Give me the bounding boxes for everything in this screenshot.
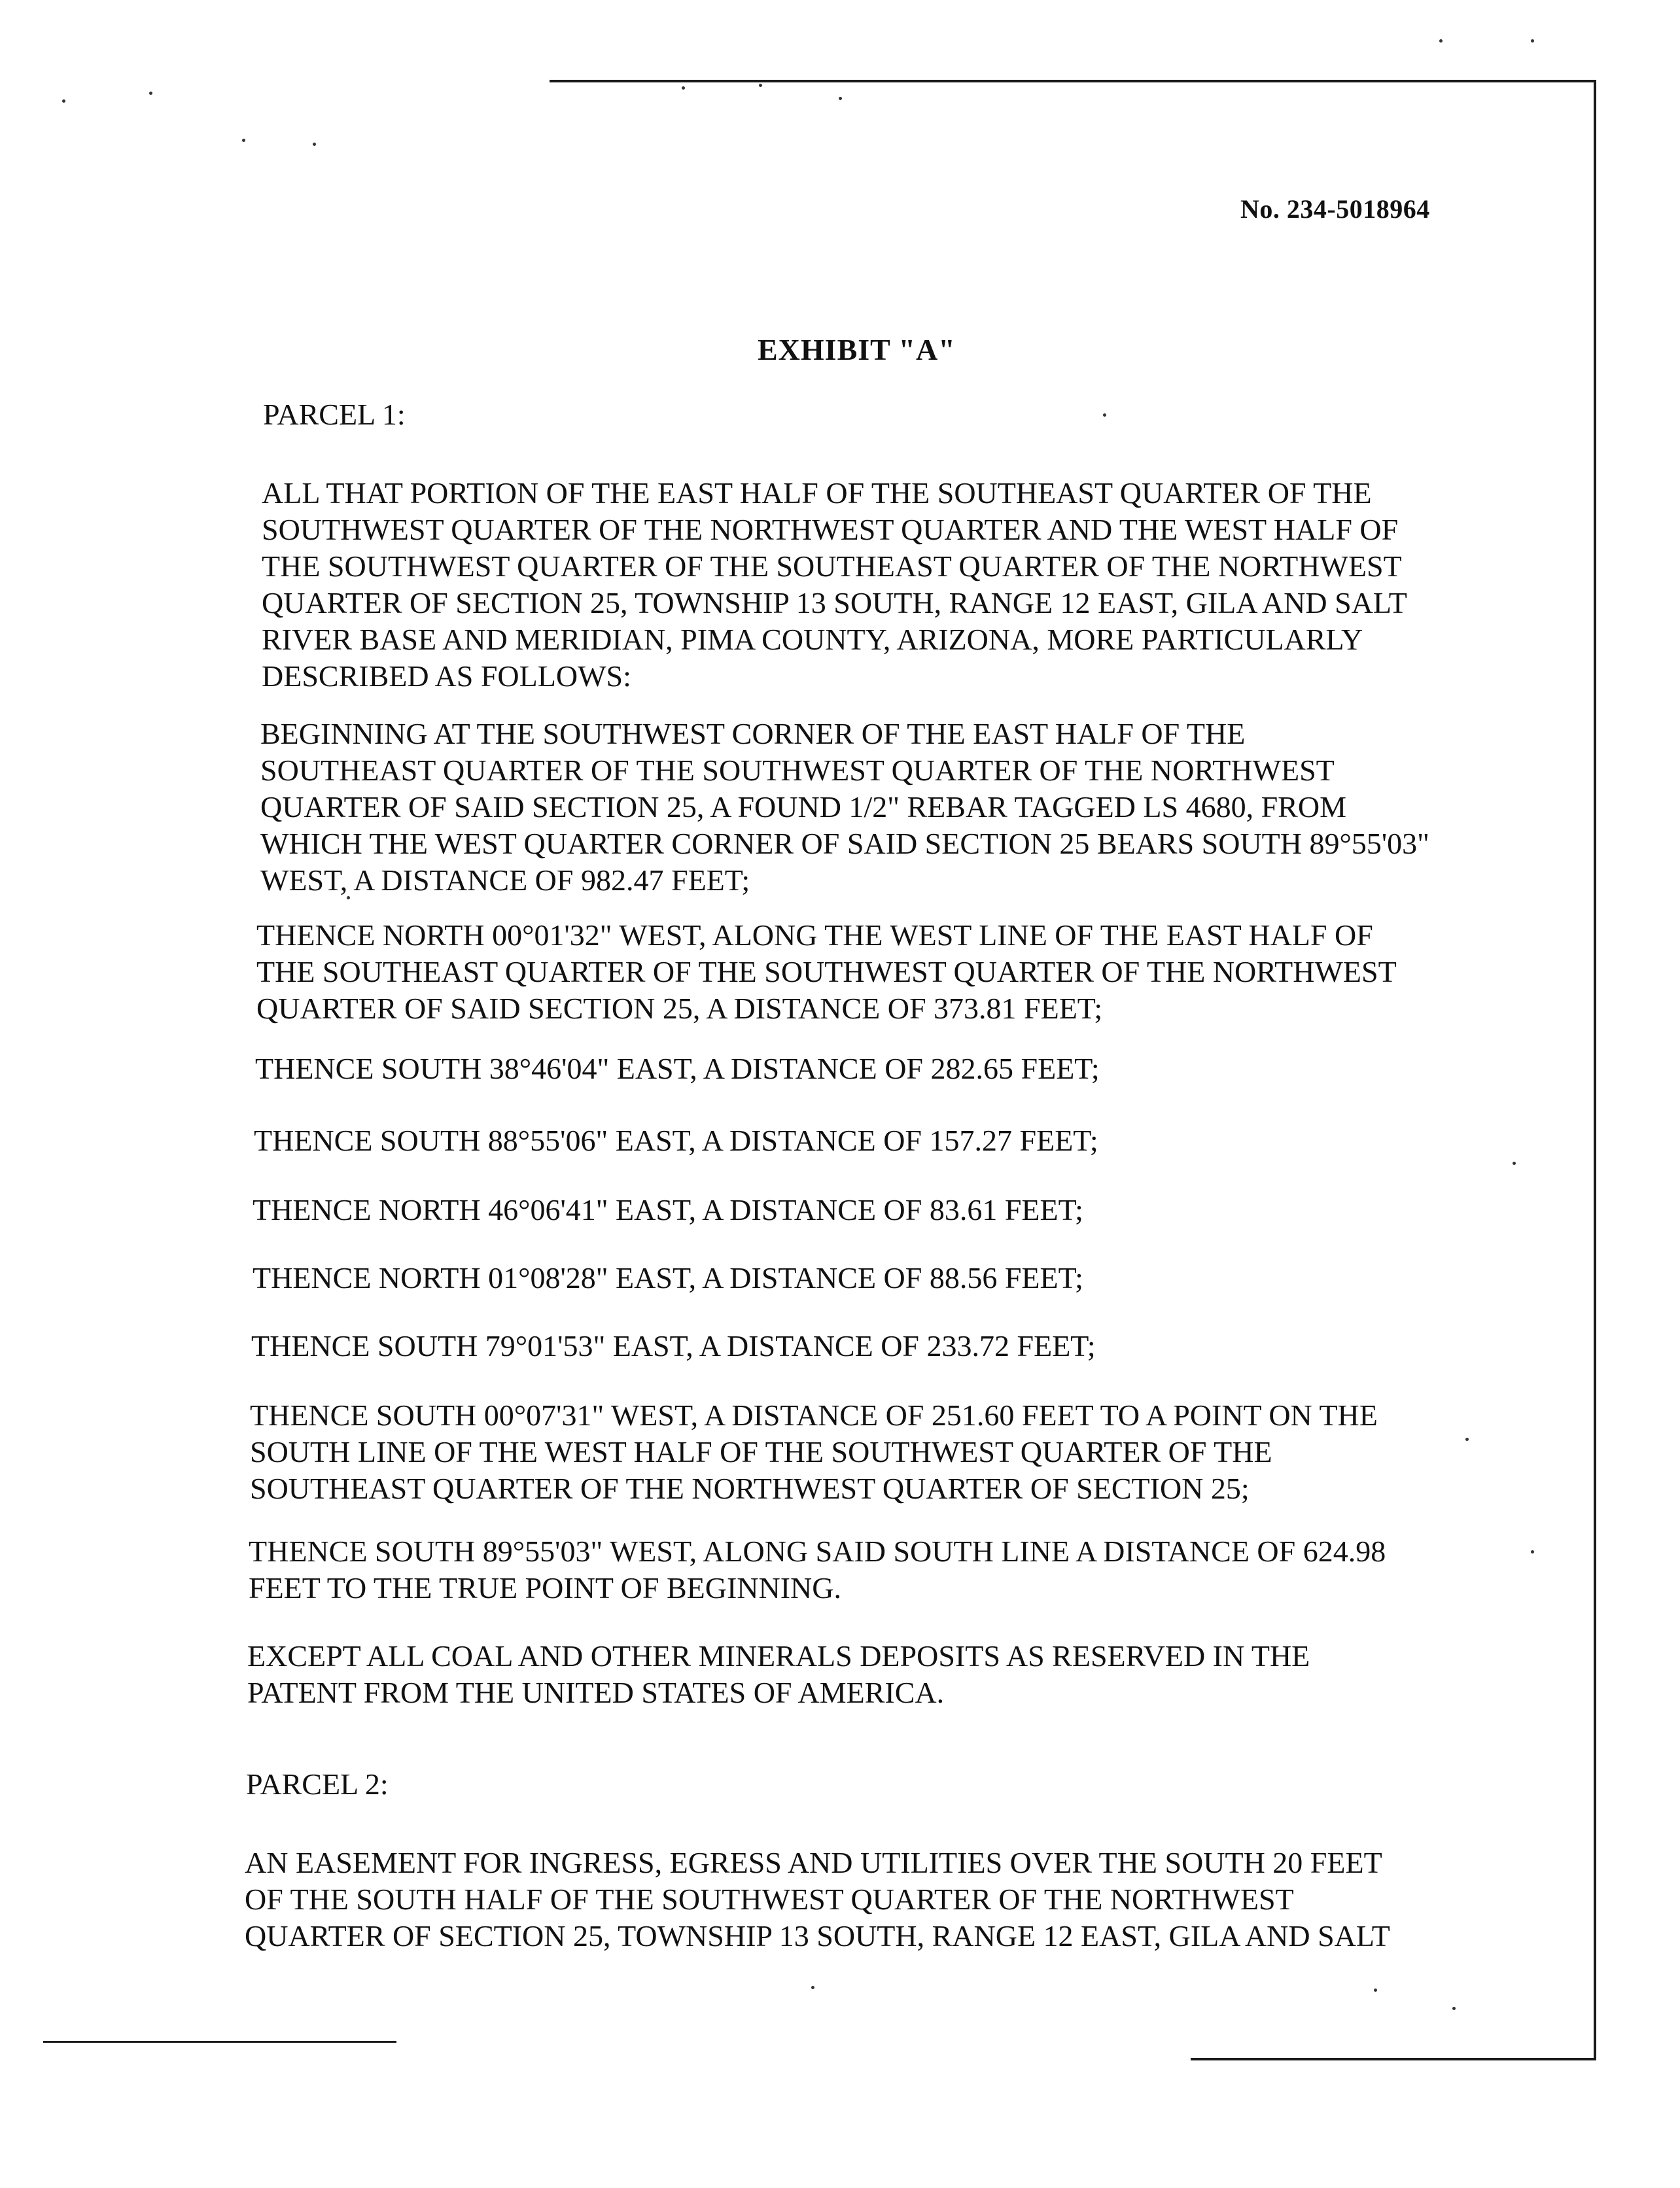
scan-speck bbox=[759, 84, 762, 87]
parcel-1-course-1: THENCE NORTH 00°01'32" WEST, ALONG THE WEST LINE OF THE EAST HALF OF THE SOUTHEAST QUARTER OF THE SOUTHWEST QUARTER OF THE NORTHWEST QUARTER OF SAID SECTION 25, A DISTANCE OF 373.81 FEET; bbox=[256, 918, 1397, 1025]
scan-speck bbox=[811, 1986, 814, 1989]
scan-speck bbox=[682, 86, 685, 90]
parcel-1-course-4: THENCE NORTH 46°06'41" EAST, A DISTANCE OF 83.61 FEET; bbox=[253, 1193, 1083, 1226]
scan-speck bbox=[242, 139, 245, 142]
parcel-1-description: ALL THAT PORTION OF THE EAST HALF OF THE SOUTHEAST QUARTER OF THE SOUTHWEST QUARTER OF THE NORTHWEST QUARTER AND THE WEST HALF OF THE SOUTHWEST QUARTER OF THE SOUTHEAST QUARTER OF THE NORTHWEST QUARTER OF SECTION 25, TOWNSHIP 13 SOUTH, RANGE 12 EAST, GILA AND SALT RIVER BASE AND MERIDIAN, PIMA COUNTY, ARIZONA, MORE PARTICULARLY DESCRIBED AS FOLLOWS: bbox=[262, 476, 1407, 693]
scan-speck bbox=[149, 92, 152, 95]
scan-speck bbox=[1452, 2007, 1456, 2010]
scan-speck bbox=[1374, 1988, 1377, 1992]
scan-border-bottom-left bbox=[43, 2041, 396, 2043]
exhibit-title: EXHIBIT "A" bbox=[758, 333, 956, 366]
parcel-1-course-5: THENCE NORTH 01°08'28" EAST, A DISTANCE OF 88.56 FEET; bbox=[253, 1261, 1083, 1294]
parcel-1-course-3: THENCE SOUTH 88°55'06" EAST, A DISTANCE OF 157.27 FEET; bbox=[254, 1124, 1098, 1157]
scan-speck bbox=[1465, 1438, 1469, 1441]
parcel-1-course-8: THENCE SOUTH 89°55'03" WEST, ALONG SAID SOUTH LINE A DISTANCE OF 624.98 FEET TO THE TRUE POINT OF BEGINNING. bbox=[249, 1535, 1386, 1605]
scan-speck bbox=[1439, 39, 1443, 43]
scan-speck bbox=[1531, 39, 1534, 43]
document-number: No. 234-5018964 bbox=[1240, 194, 1430, 224]
scan-speck bbox=[62, 99, 65, 103]
scan-speck bbox=[1531, 1550, 1534, 1554]
parcel-1-course-7: THENCE SOUTH 00°07'31" WEST, A DISTANCE OF 251.60 FEET TO A POINT ON THE SOUTH LINE OF THE WEST HALF OF THE SOUTHWEST QUARTER OF THE SOUTHEAST QUARTER OF THE NORTHWEST QUARTER OF SECTION 25; bbox=[250, 1398, 1378, 1505]
parcel-1-beginning-point: BEGINNING AT THE SOUTHWEST CORNER OF THE EAST HALF OF THE SOUTHEAST QUARTER OF THE SOUTHWEST QUARTER OF THE NORTHWEST QUARTER OF SAID SECTION 25, A FOUND 1/2" REBAR TAGGED LS 4680, FROM WHICH THE WEST QUARTER CORNER OF SAID SECTION 25 BEARS SOUTH 89°55'03" WEST, A DISTANCE OF 982.47 FEET; bbox=[260, 717, 1429, 897]
parcel-2-label: PARCEL 2: bbox=[246, 1767, 389, 1801]
scan-speck bbox=[1103, 413, 1106, 417]
parcel-1-course-6: THENCE SOUTH 79°01'53" EAST, A DISTANCE OF 233.72 FEET; bbox=[251, 1329, 1096, 1363]
scan-border-right bbox=[1594, 80, 1596, 2060]
scan-speck bbox=[313, 143, 316, 146]
scan-border-top bbox=[550, 80, 1596, 82]
parcel-2-description: AN EASEMENT FOR INGRESS, EGRESS AND UTILITIES OVER THE SOUTH 20 FEET OF THE SOUTH HALF OF THE SOUTHWEST QUARTER OF THE NORTHWEST QUARTER OF SECTION 25, TOWNSHIP 13 SOUTH, RANGE 12 EAST, GILA AND SALT bbox=[245, 1846, 1390, 1953]
scan-speck bbox=[839, 97, 842, 100]
parcel-1-label: PARCEL 1: bbox=[263, 398, 406, 431]
scan-border-bottom bbox=[1191, 2058, 1596, 2060]
parcel-1-course-2: THENCE SOUTH 38°46'04" EAST, A DISTANCE OF 282.65 FEET; bbox=[255, 1052, 1100, 1085]
scan-speck bbox=[1513, 1162, 1516, 1165]
parcel-1-mineral-exception: EXCEPT ALL COAL AND OTHER MINERALS DEPOSITS AS RESERVED IN THE PATENT FROM THE UNITED STATES OF AMERICA. bbox=[247, 1639, 1310, 1709]
